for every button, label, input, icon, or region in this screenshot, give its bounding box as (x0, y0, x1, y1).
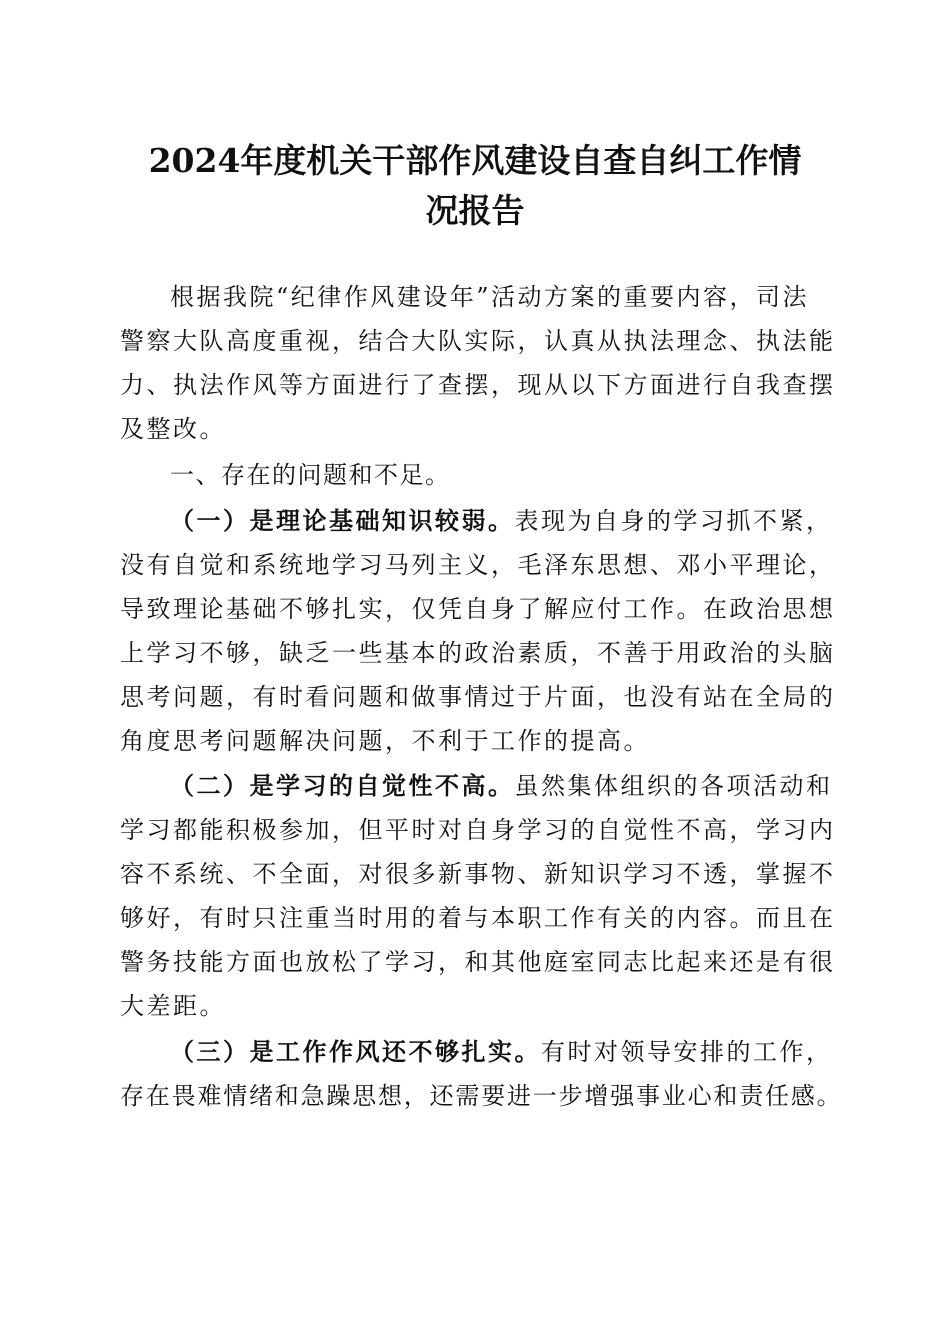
item-1-line: 上学习不够，缺乏一些基本的政治素质，不善于用政治的头脑 (120, 639, 836, 667)
item-2-line: 容不系统、不全面，对很多新事物、新知识学习不透，掌握不 (120, 860, 836, 888)
item-2-first-line (120, 764, 833, 808)
intro-line: 警察大队高度重视，结合大队实际，认真从执法理念、执法能 (120, 327, 836, 355)
document-title (120, 136, 830, 236)
item-1-first-line (120, 499, 833, 543)
item-2-first-rest: 虽然集体组织的各项活动和 (514, 772, 833, 800)
item-3-lead: （三）是工作作风还不够扎实。 (170, 1037, 541, 1066)
intro-line: 及整改。 (120, 415, 226, 443)
title-line-1: 2024年度机关干部作风建设自查自纠工作情 (148, 141, 802, 180)
title-line-2: 况报告 (425, 191, 525, 230)
item-1-first-rest: 表现为自身的学习抓不紧， (514, 507, 833, 535)
item-1-lead: （一）是理论基础知识较弱。 (170, 506, 515, 535)
intro-line: 力、执法作风等方面进行了查摆，现从以下方面进行自我查摆 (120, 371, 836, 399)
item-1-line: 思考问题，有时看问题和做事情过于片面，也没有站在全局的 (120, 683, 836, 711)
section-heading: 一、存在的问题和不足。 (170, 461, 451, 489)
item-2-lead: （二）是学习的自觉性不高。 (170, 771, 515, 800)
item-2-line: 警务技能方面也放松了学习，和其他庭室同志比起来还是有很 (120, 948, 836, 976)
item-2-line: 够好，有时只注重当时用的着与本职工作有关的内容。而且在 (120, 904, 836, 932)
item-1-line: 导致理论基础不够扎实，仅凭自身了解应付工作。在政治思想 (120, 595, 836, 623)
item-3-first-rest: 有时对领导安排的工作， (541, 1038, 833, 1066)
item-2-line: 大差距。 (120, 992, 226, 1020)
item-2-line: 学习都能积极参加，但平时对自身学习的自觉性不高，学习内 (120, 816, 836, 844)
item-1-line: 没有自觉和系统地学习马列主义，毛泽东思想、邓小平理论， (120, 551, 836, 579)
item-1-line: 角度思考问题解决问题，不利于工作的提高。 (120, 727, 650, 755)
item-3-first-line (120, 1030, 833, 1074)
intro-line: 根据我院“纪律作风建设年”活动方案的重要内容，司法 (170, 283, 810, 311)
item-3-line: 存在畏难情绪和急躁思想，还需要进一步增强事业心和责任感。 (120, 1082, 843, 1110)
